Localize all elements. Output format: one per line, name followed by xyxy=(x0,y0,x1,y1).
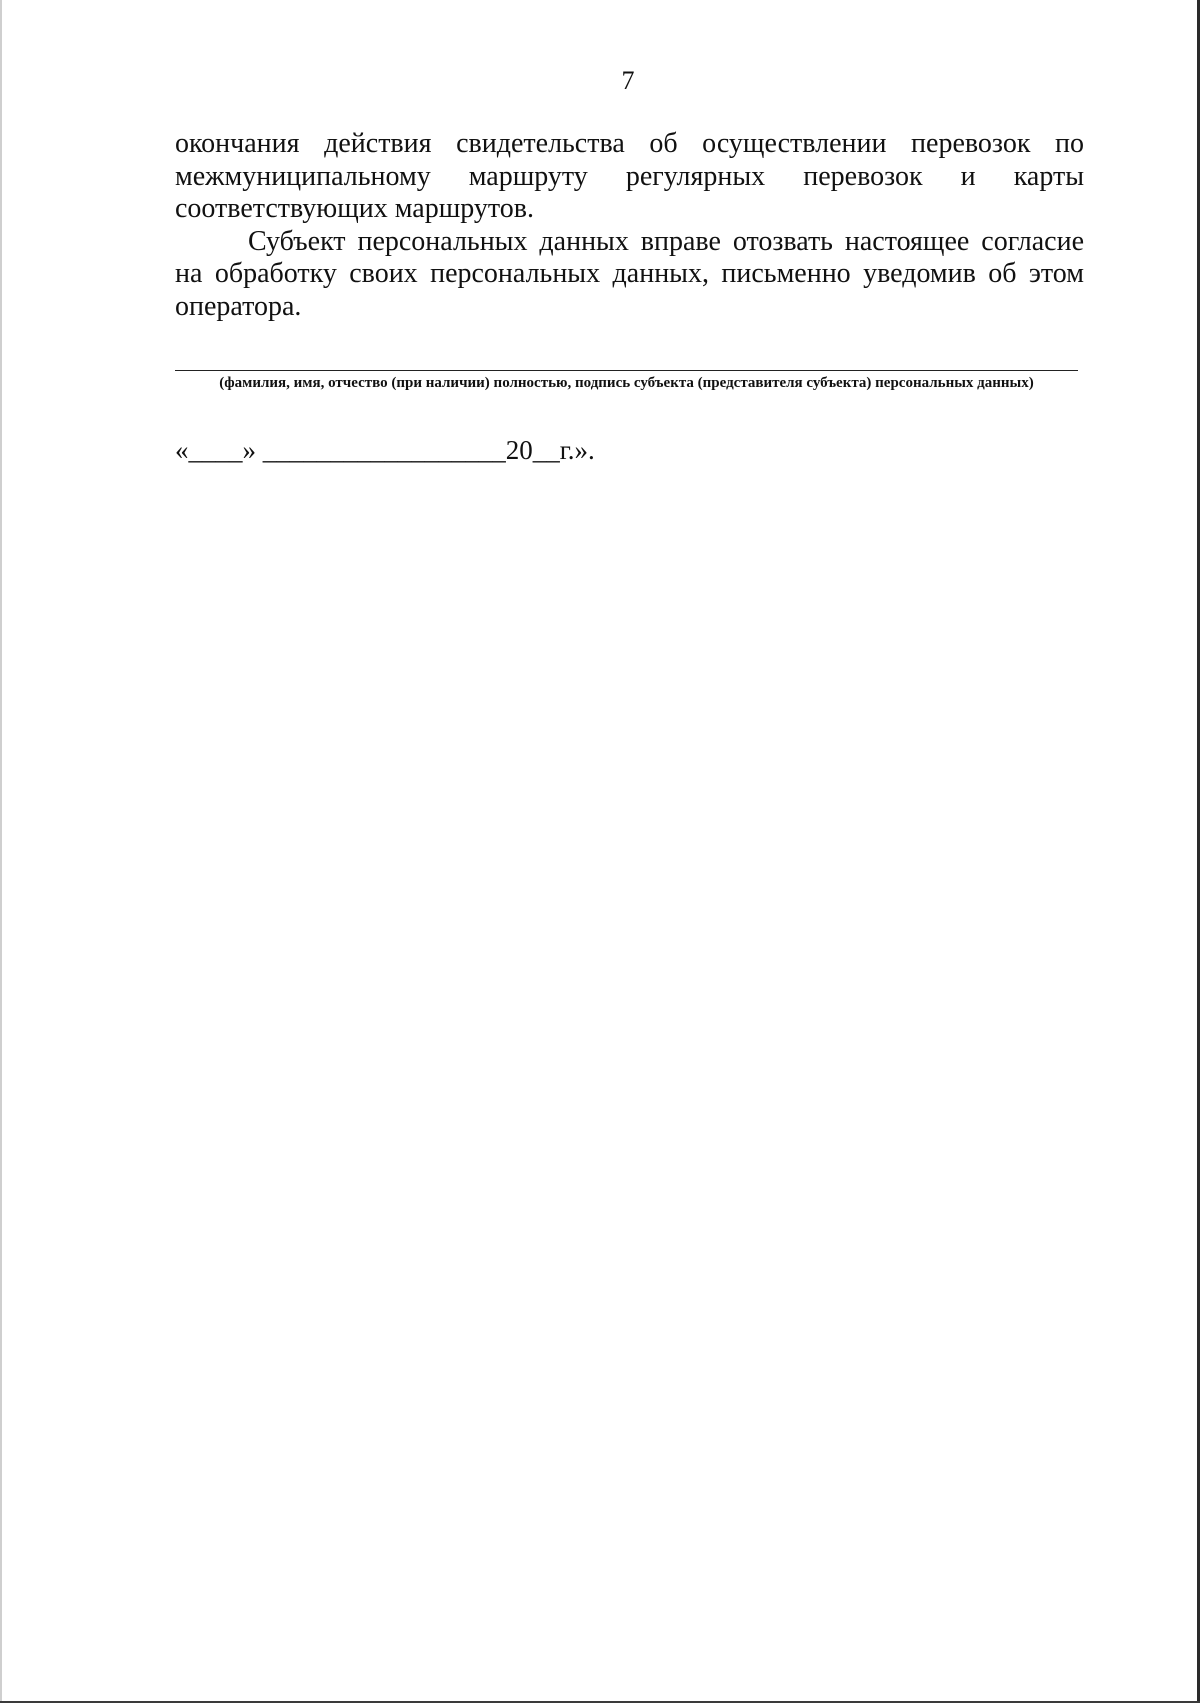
date-line xyxy=(175,434,595,466)
signature-caption: (фамилия, имя, отчество (при наличии) полностью, подпись субъекта (представителя субъекта) персональных данных) xyxy=(219,375,1034,391)
signature-line xyxy=(175,370,1078,371)
date-line-text: «____» __________________20__г.». xyxy=(175,435,595,465)
scan-edge-left xyxy=(0,0,2,1703)
paragraph-continuation: окончания действия свидетельства об осуществлении перевозок по межмуниципальному маршруту регулярных перевозок и карты соответствующих маршрутов. xyxy=(175,128,1084,224)
document-body xyxy=(175,128,1084,323)
paragraph-consent-withdrawal: Субъект персональных данных вправе отозвать настоящее согласие на обработку своих персональных данных, письменно уведомив об этом оператора. xyxy=(175,225,1084,322)
page-number: 7 xyxy=(621,66,635,95)
